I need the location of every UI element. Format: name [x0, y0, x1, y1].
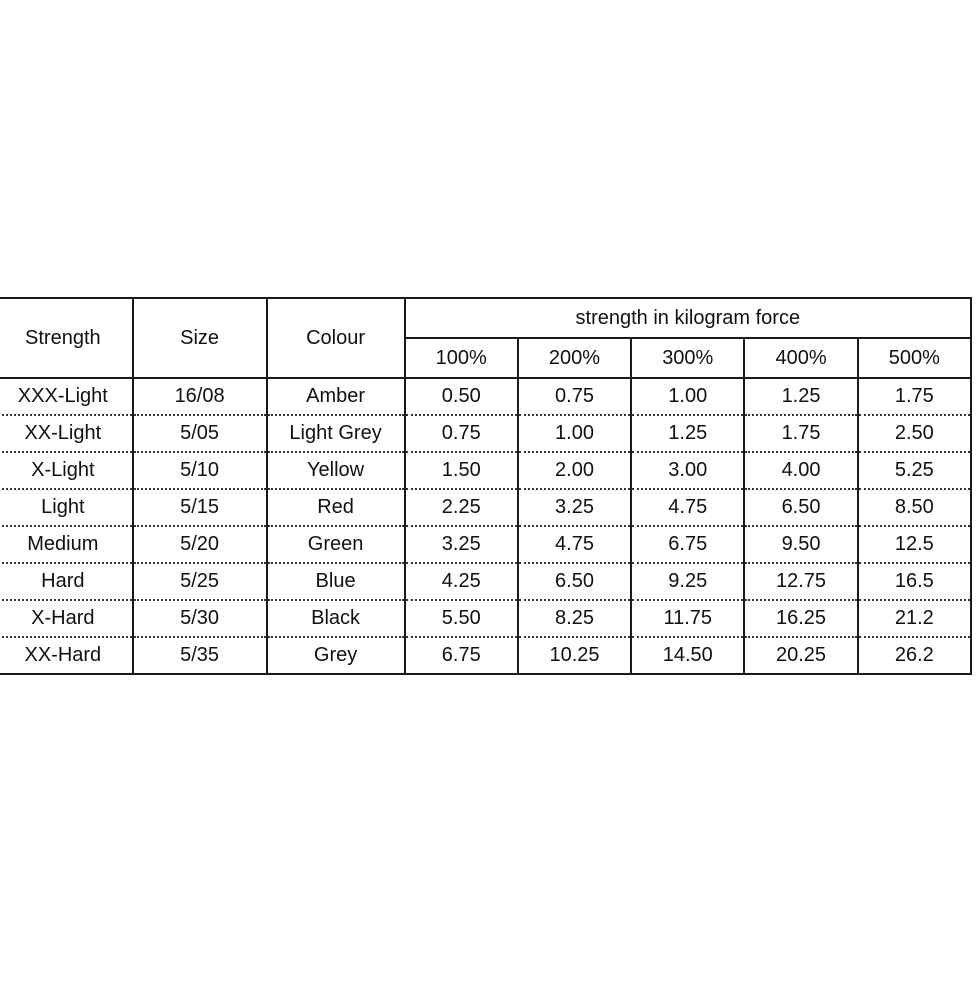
cell-value: 16.5	[858, 563, 971, 600]
cell-value: 0.50	[405, 378, 518, 415]
cell-value: 5.50	[405, 600, 518, 637]
header-strength: Strength	[0, 298, 133, 378]
table-row	[0, 489, 971, 526]
cell-strength: XX-Hard	[0, 637, 133, 674]
cell-value: 6.75	[405, 637, 518, 674]
cell-value: 12.5	[858, 526, 971, 563]
header-percent: 400%	[744, 338, 857, 378]
cell-value: 3.25	[405, 526, 518, 563]
cell-size: 5/05	[133, 415, 267, 452]
cell-value: 20.25	[744, 637, 857, 674]
table-row	[0, 415, 971, 452]
table-row	[0, 563, 971, 600]
strength-table	[0, 297, 972, 675]
cell-strength: XX-Light	[0, 415, 133, 452]
cell-value: 2.50	[858, 415, 971, 452]
cell-value: 5.25	[858, 452, 971, 489]
cell-colour: Grey	[267, 637, 405, 674]
cell-value: 4.25	[405, 563, 518, 600]
cell-colour: Yellow	[267, 452, 405, 489]
cell-value: 1.00	[518, 415, 631, 452]
table-header	[0, 298, 971, 378]
header-percent: 300%	[631, 338, 744, 378]
table-row	[0, 526, 971, 563]
header-percent: 500%	[858, 338, 971, 378]
cell-value: 10.25	[518, 637, 631, 674]
cell-size: 5/35	[133, 637, 267, 674]
cell-value: 1.25	[631, 415, 744, 452]
header-percent: 200%	[518, 338, 631, 378]
cell-value: 4.00	[744, 452, 857, 489]
cell-value: 1.00	[631, 378, 744, 415]
cell-strength: X-Hard	[0, 600, 133, 637]
cell-value: 8.25	[518, 600, 631, 637]
cell-value: 6.50	[744, 489, 857, 526]
cell-value: 4.75	[518, 526, 631, 563]
cell-size: 5/10	[133, 452, 267, 489]
cell-value: 16.25	[744, 600, 857, 637]
table-row	[0, 637, 971, 674]
cell-size: 5/15	[133, 489, 267, 526]
table-row	[0, 452, 971, 489]
cell-value: 14.50	[631, 637, 744, 674]
table-row	[0, 600, 971, 637]
cell-strength: X-Light	[0, 452, 133, 489]
cell-colour: Amber	[267, 378, 405, 415]
cell-value: 6.50	[518, 563, 631, 600]
cell-value: 21.2	[858, 600, 971, 637]
cell-value: 0.75	[405, 415, 518, 452]
table-viewport	[0, 297, 980, 685]
cell-strength: Light	[0, 489, 133, 526]
cell-value: 6.75	[631, 526, 744, 563]
table-body	[0, 378, 971, 674]
cell-value: 0.75	[518, 378, 631, 415]
cell-value: 9.50	[744, 526, 857, 563]
cell-strength: Hard	[0, 563, 133, 600]
cell-colour: Blue	[267, 563, 405, 600]
cell-value: 1.75	[744, 415, 857, 452]
cell-size: 16/08	[133, 378, 267, 415]
cell-value: 3.00	[631, 452, 744, 489]
table-row	[0, 378, 971, 415]
cell-strength: Medium	[0, 526, 133, 563]
cell-value: 8.50	[858, 489, 971, 526]
header-size: Size	[133, 298, 267, 378]
cell-value: 12.75	[744, 563, 857, 600]
cell-colour: Light Grey	[267, 415, 405, 452]
cell-size: 5/20	[133, 526, 267, 563]
header-strength-kgf: strength in kilogram force	[405, 298, 971, 338]
cell-value: 1.25	[744, 378, 857, 415]
cell-size: 5/30	[133, 600, 267, 637]
cell-value: 3.25	[518, 489, 631, 526]
cell-size: 5/25	[133, 563, 267, 600]
cell-colour: Green	[267, 526, 405, 563]
cell-value: 2.25	[405, 489, 518, 526]
cell-value: 9.25	[631, 563, 744, 600]
cell-strength: XXX-Light	[0, 378, 133, 415]
header-percent: 100%	[405, 338, 518, 378]
cell-value: 4.75	[631, 489, 744, 526]
cell-value: 11.75	[631, 600, 744, 637]
cell-colour: Red	[267, 489, 405, 526]
cell-value: 1.75	[858, 378, 971, 415]
cell-value: 2.00	[518, 452, 631, 489]
cell-colour: Black	[267, 600, 405, 637]
header-colour: Colour	[267, 298, 405, 378]
cell-value: 1.50	[405, 452, 518, 489]
cell-value: 26.2	[858, 637, 971, 674]
